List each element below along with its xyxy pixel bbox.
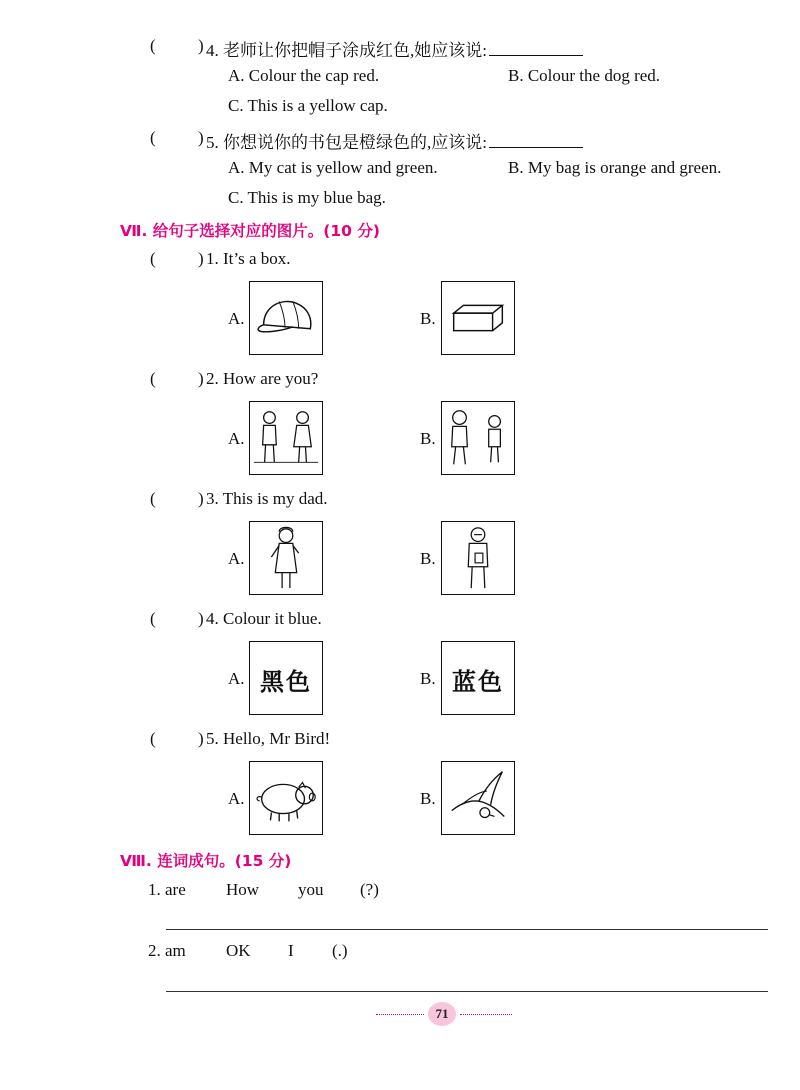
question-5-stem — [206, 128, 583, 153]
option-a-label: A. — [228, 309, 245, 328]
bird-picture[interactable] — [441, 761, 515, 835]
option-a-label: A. — [228, 789, 245, 808]
answer-paren-close: ) — [198, 609, 204, 628]
word-3: I — [288, 941, 294, 960]
woman-icon — [250, 522, 322, 594]
word-4: (?) — [360, 880, 379, 899]
answer-line[interactable] — [166, 929, 768, 930]
question-text: 1. It’s a box. — [206, 249, 291, 268]
answer-paren-open: ( — [150, 489, 156, 508]
word-3: you — [298, 880, 324, 899]
answer-paren-open: ( — [150, 369, 156, 388]
option-c: C. This is my blue bag. — [228, 188, 386, 207]
answer-paren-open: ( — [150, 36, 156, 55]
boy-and-girl-picture[interactable] — [249, 401, 323, 475]
word-1: 2. am — [148, 941, 186, 960]
option-a: A. My cat is yellow and green. — [228, 158, 438, 177]
option-b: B. My bag is orange and green. — [508, 158, 722, 177]
word-1: 1. are — [148, 880, 186, 899]
pig-icon — [250, 762, 322, 834]
colour-word: 黑色 — [260, 668, 312, 696]
answer-paren-close: ) — [198, 128, 204, 147]
answer-paren-open: ( — [150, 729, 156, 748]
man-icon — [442, 522, 514, 594]
option-b-label: B. — [420, 309, 436, 328]
option-a-label: A. — [228, 669, 245, 688]
cap-picture[interactable] — [249, 281, 323, 355]
children-icon — [250, 402, 322, 474]
answer-paren-close: ) — [198, 249, 204, 268]
answer-paren-open: ( — [150, 249, 156, 268]
word-4: (.) — [332, 941, 348, 960]
question-text: 4. 老师让你把帽子涂成红色,她应该说: — [206, 41, 487, 60]
option-b-label: B. — [420, 789, 436, 808]
answer-paren-open: ( — [150, 128, 156, 147]
answer-paren-close: ) — [198, 489, 204, 508]
answer-paren-open: ( — [150, 609, 156, 628]
box-icon — [442, 282, 514, 354]
woman-picture[interactable] — [249, 521, 323, 595]
question-text: 4. Colour it blue. — [206, 609, 322, 628]
blue-colour-card[interactable] — [441, 641, 515, 715]
answer-blank[interactable] — [489, 41, 583, 56]
option-b-label: B. — [420, 429, 436, 448]
bird-icon — [442, 762, 514, 834]
two-boys-picture[interactable] — [441, 401, 515, 475]
footer-dots-left — [376, 1014, 424, 1015]
option-a-label: A. — [228, 429, 245, 448]
word-2: How — [226, 880, 260, 899]
answer-blank[interactable] — [489, 133, 583, 148]
pig-picture[interactable] — [249, 761, 323, 835]
answer-paren-close: ) — [198, 729, 204, 748]
page-number: 71 — [428, 1002, 456, 1026]
option-a-label: A. — [228, 549, 245, 568]
box-picture[interactable] — [441, 281, 515, 355]
word-2: OK — [226, 941, 251, 960]
answer-paren-close: ) — [198, 36, 204, 55]
cap-icon — [250, 282, 322, 354]
answer-paren-close: ) — [198, 369, 204, 388]
black-colour-card[interactable] — [249, 641, 323, 715]
question-4-stem — [206, 36, 583, 61]
option-c: C. This is a yellow cap. — [228, 96, 388, 115]
footer-dots-right — [460, 1014, 512, 1015]
option-a: A. Colour the cap red. — [228, 66, 380, 85]
option-b-label: B. — [420, 669, 436, 688]
colour-word: 蓝色 — [452, 668, 504, 696]
question-text: 3. This is my dad. — [206, 489, 328, 508]
man-with-glasses-picture[interactable] — [441, 521, 515, 595]
question-text: 2. How are you? — [206, 369, 319, 388]
question-text: 5. Hello, Mr Bird! — [206, 729, 331, 748]
question-text: 5. 你想说你的书包是橙绿色的,应该说: — [206, 133, 487, 152]
answer-line[interactable] — [166, 991, 768, 992]
section-7-title: Ⅶ. 给句子选择对应的图片。(10 分) — [120, 222, 380, 240]
children-icon — [442, 402, 514, 474]
option-b: B. Colour the dog red. — [508, 66, 661, 85]
section-8-title: Ⅷ. 连词成句。(15 分) — [120, 852, 292, 870]
option-b-label: B. — [420, 549, 436, 568]
